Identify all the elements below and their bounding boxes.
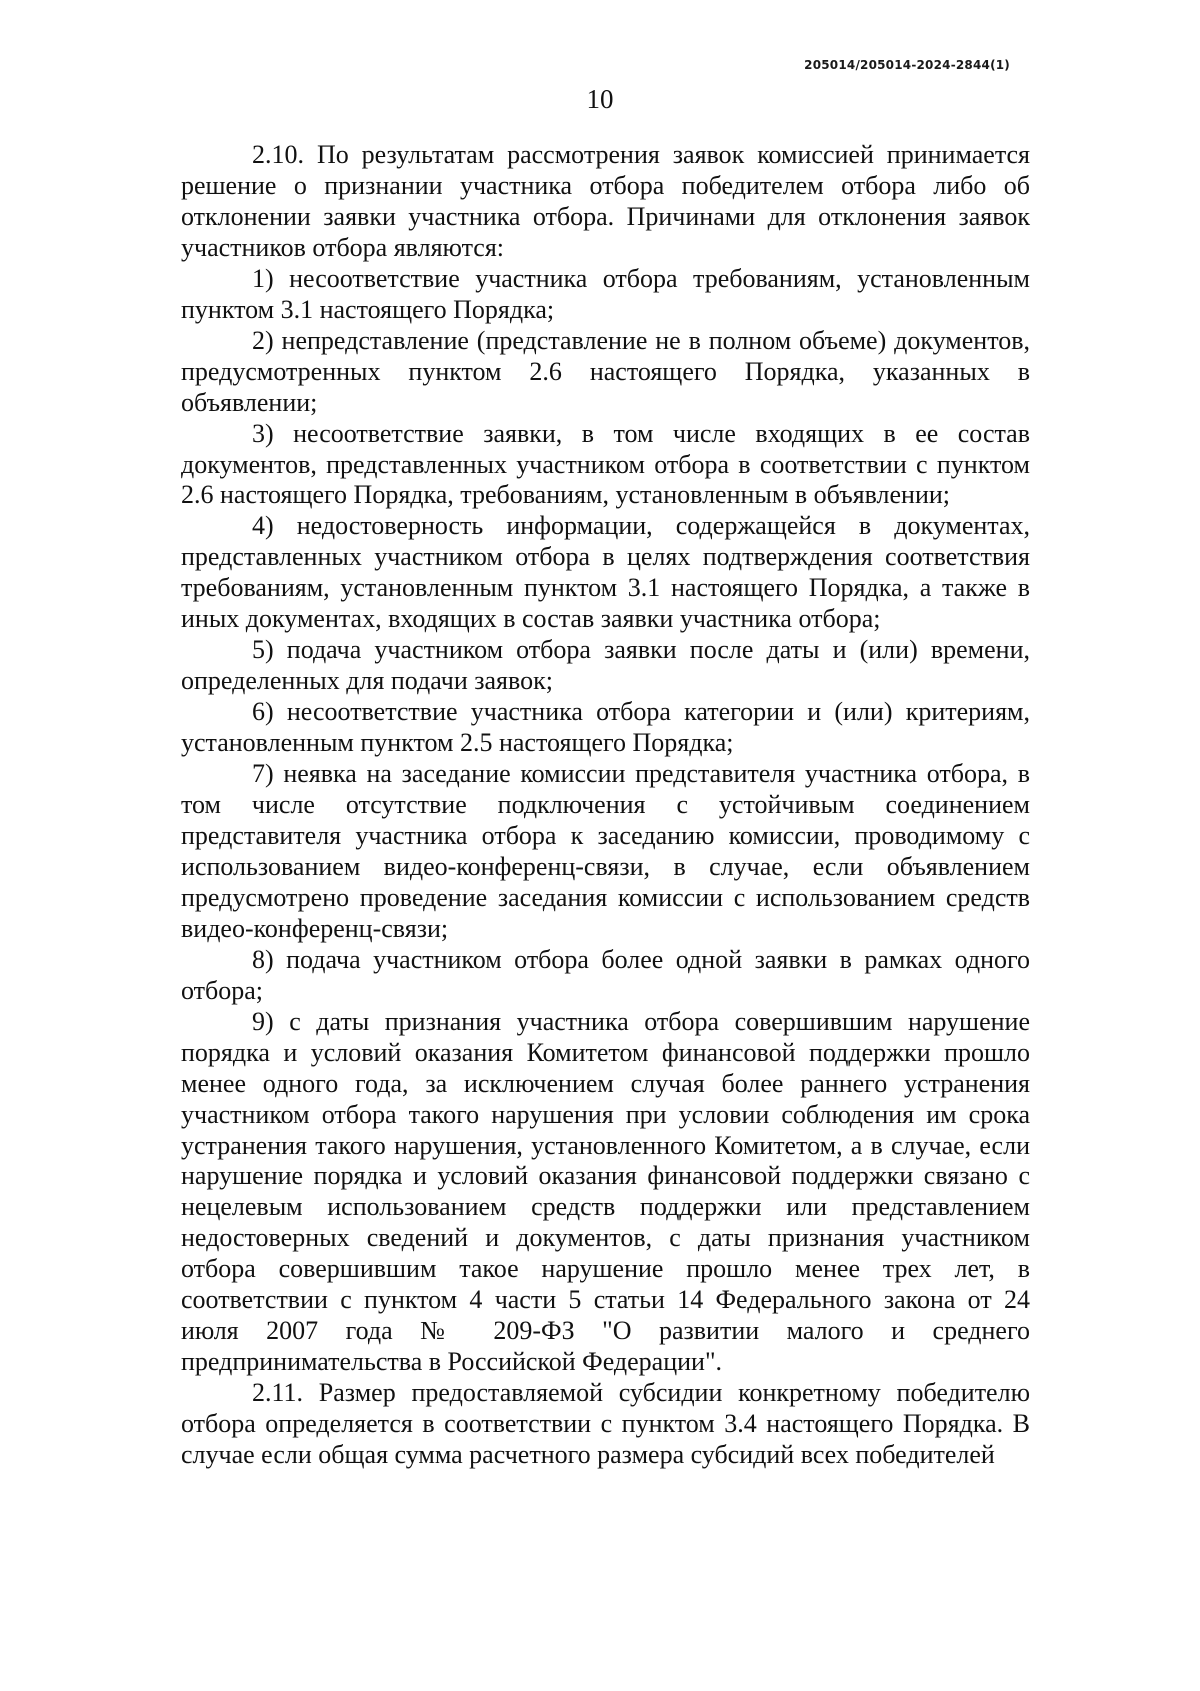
list-item-9: 9) с даты признания участника отбора совершившим нарушение порядка и условий оказания Комитетом финансовой поддержки прошло менее одного года, за исключением случая более раннего устранения участником отбора такого нарушения при условии соблюдения им срока устранения такого нарушения, установленного Комитетом, а в случае, если нарушение порядка и условий оказания финансовой поддержки связано с нецелевым использованием средств поддержки или представлением недостоверных сведений и документов, с даты признания участником отбора совершившим такое нарушение прошло менее трех лет, в соответствии с пунктом 4 части 5 статьи 14 Федерального закона от 24 июля 2007 года № 209-ФЗ "О развитии малого и среднего предпринимательства в Российской Федерации". xyxy=(181,1006,1030,1377)
list-item-2: 2) непредставление (представление не в полном объеме) документов, предусмотренных пунктом 2.6 настоящего Порядка, указанных в объявлении; xyxy=(181,325,1030,417)
document-code: 205014/205014-2024-2844(1) xyxy=(804,58,1010,72)
list-item-6: 6) несоответствие участника отбора категории и (или) критериям, установленным пунктом 2.5 настоящего Порядка; xyxy=(181,697,1030,758)
document-body xyxy=(181,140,1030,1471)
paragraph-2-11: 2.11. Размер предоставляемой субсидии конкретному победителю отбора определяется в соответствии с пунктом 3.4 настоящего Порядка. В случае если общая сумма расчетного размера субсидий всех победителей xyxy=(181,1378,1030,1470)
list-item-1: 1) несоответствие участника отбора требованиям, установленным пунктом 3.1 настоящего Порядка; xyxy=(181,263,1030,324)
list-item-5: 5) подача участником отбора заявки после даты и (или) времени, определенных для подачи заявок; xyxy=(181,635,1030,696)
list-item-3: 3) несоответствие заявки, в том числе входящих в ее состав документов, представленных участником отбора в соответствии с пунктом 2.6 настоящего Порядка, требованиям, установленным в объявлении; xyxy=(181,418,1030,510)
list-item-4: 4) недостоверность информации, содержащейся в документах, представленных участником отбора в целях подтверждения соответствия требованиям, установленным пунктом 3.1 настоящего Порядка, а также в иных документах, входящих в состав заявки участника отбора; xyxy=(181,511,1030,634)
list-item-8: 8) подача участником отбора более одной заявки в рамках одного отбора; xyxy=(181,944,1030,1005)
list-item-7: 7) неявка на заседание комиссии представителя участника отбора, в том числе отсутствие подключения с устойчивым соединением представителя участника отбора к заседанию комиссии, проводимому с использованием видео-конференц-связи, в случае, если объявлением предусмотрено проведение заседания комиссии с использованием средств видео-конференц-связи; xyxy=(181,759,1030,943)
paragraph-2-10: 2.10. По результатам рассмотрения заявок комиссией принимается решение о признании участника отбора победителем отбора либо об отклонении заявки участника отбора. Причинами для отклонения заявок участников отбора являются: xyxy=(181,140,1030,262)
page-number: 10 xyxy=(586,84,614,114)
